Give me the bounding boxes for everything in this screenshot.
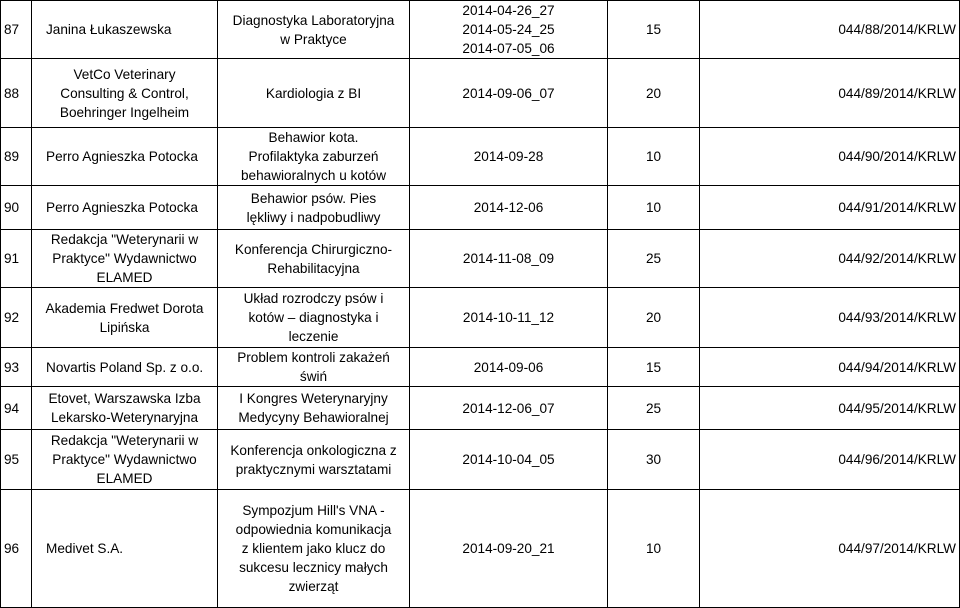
date-cell bbox=[410, 288, 608, 348]
registration-code-cell: 044/97/2014/KRLW bbox=[700, 490, 960, 608]
date-cell bbox=[410, 490, 608, 608]
hours-cell: 25 bbox=[608, 230, 700, 288]
organizer-cell bbox=[32, 288, 218, 348]
table-row bbox=[1, 1, 960, 59]
table-row bbox=[1, 490, 960, 608]
topic-cell bbox=[218, 430, 410, 490]
organizer-cell bbox=[32, 348, 218, 387]
topic-cell bbox=[218, 288, 410, 348]
topic-cell bbox=[218, 1, 410, 59]
organizer-cell-line: Praktyce" Wydawnictwo bbox=[52, 452, 197, 467]
topic-cell bbox=[218, 128, 410, 186]
row-number-cell: 96 bbox=[1, 490, 32, 608]
organizer-cell bbox=[32, 128, 218, 186]
organizer-cell bbox=[32, 59, 218, 128]
date-cell-line: 2014-11-08_09 bbox=[462, 251, 555, 266]
topic-cell-line: Profilaktyka zaburzeń bbox=[248, 149, 379, 164]
date-cell bbox=[410, 230, 608, 288]
organizer-cell-line: ELAMED bbox=[96, 471, 153, 486]
topic-cell-line: odpowiednia komunikacja bbox=[235, 522, 392, 537]
table-row bbox=[1, 186, 960, 230]
organizer-cell-line: Consulting & Control, bbox=[60, 85, 189, 101]
row-number-cell: 88 bbox=[1, 59, 32, 128]
topic-cell-line: Rehabilitacyjna bbox=[267, 260, 360, 276]
hours-cell: 25 bbox=[608, 387, 700, 430]
organizer-cell bbox=[32, 430, 218, 490]
date-cell-line: 2014-10-11_12 bbox=[462, 310, 555, 325]
topic-cell-line: Diagnostyka Laboratoryjna bbox=[232, 12, 395, 28]
table-row bbox=[1, 430, 960, 490]
topic-cell bbox=[218, 387, 410, 430]
topic-cell bbox=[218, 186, 410, 230]
organizer-cell-line: Lekarsko-Weterynaryjna bbox=[50, 410, 199, 425]
topic-cell-line: Behawior kota. bbox=[268, 130, 359, 145]
row-number-cell: 87 bbox=[1, 1, 32, 59]
row-number-cell: 95 bbox=[1, 430, 32, 490]
date-cell bbox=[410, 1, 608, 59]
row-number-cell: 93 bbox=[1, 348, 32, 387]
organizer-cell bbox=[32, 186, 218, 230]
registration-code-cell: 044/88/2014/KRLW bbox=[700, 1, 960, 59]
topic-cell-line: praktycznymi warsztatami bbox=[235, 461, 392, 477]
table-row bbox=[1, 348, 960, 387]
registration-code-cell: 044/95/2014/KRLW bbox=[700, 387, 960, 430]
topic-cell-line: behawioralnych u kotów bbox=[240, 168, 387, 183]
table-row bbox=[1, 288, 960, 348]
organizer-cell-line: Praktyce" Wydawnictwo bbox=[52, 251, 197, 266]
date-cell bbox=[410, 186, 608, 230]
topic-cell-line: Problem kontroli zakażeń bbox=[237, 350, 390, 365]
registration-code-cell: 044/89/2014/KRLW bbox=[700, 59, 960, 128]
registration-code-cell: 044/96/2014/KRLW bbox=[700, 430, 960, 490]
topic-cell-line: Konferencja onkologiczna z bbox=[230, 442, 397, 458]
topic-cell-line: leczenie bbox=[288, 329, 339, 344]
organizer-cell bbox=[32, 1, 218, 59]
date-cell bbox=[410, 430, 608, 490]
date-cell bbox=[410, 348, 608, 387]
hours-cell: 20 bbox=[608, 59, 700, 128]
topic-cell-line: Behawior psów. Pies bbox=[250, 190, 377, 206]
organizer-cell bbox=[32, 490, 218, 608]
organizer-cell-line: Janina Łukaszewska bbox=[46, 22, 172, 37]
date-cell-line: 2014-09-06 bbox=[473, 359, 544, 375]
topic-cell-line: lękliwy i nadpobudliwy bbox=[246, 209, 381, 225]
topic-cell-line: Sympozjum Hill's VNA - bbox=[242, 503, 385, 518]
date-cell-line: 2014-07-05_06 bbox=[462, 41, 555, 56]
organizer-cell-line: Medivet S.A. bbox=[46, 541, 124, 556]
registration-code-cell: 044/91/2014/KRLW bbox=[700, 186, 960, 230]
date-cell-line: 2014-09-06_07 bbox=[462, 85, 555, 101]
hours-cell: 10 bbox=[608, 186, 700, 230]
table-row bbox=[1, 230, 960, 288]
date-cell bbox=[410, 128, 608, 186]
date-cell-line: 2014-05-24_25 bbox=[462, 22, 555, 37]
row-number-cell: 92 bbox=[1, 288, 32, 348]
topic-cell bbox=[218, 348, 410, 387]
topic-cell-line: Kardiologia z BI bbox=[265, 85, 362, 101]
topic-cell-line: Konferencja Chirurgiczno- bbox=[234, 241, 393, 257]
topic-cell-line: świń bbox=[299, 369, 328, 384]
organizer-cell-line: Lipińska bbox=[99, 319, 150, 335]
topic-cell-line: kotów – diagnostyka i bbox=[248, 310, 379, 325]
registration-code-cell: 044/92/2014/KRLW bbox=[700, 230, 960, 288]
hours-cell: 10 bbox=[608, 128, 700, 186]
topic-cell bbox=[218, 59, 410, 128]
organizer-cell-line: ELAMED bbox=[96, 270, 153, 285]
organizer-cell bbox=[32, 230, 218, 288]
organizer-cell-line: VetCo Veterinary bbox=[73, 66, 176, 82]
topic-cell bbox=[218, 490, 410, 608]
organizer-cell-line: Perro Agnieszka Potocka bbox=[46, 149, 198, 164]
hours-cell: 15 bbox=[608, 348, 700, 387]
topic-cell-line: I Kongres Weterynaryjny bbox=[239, 391, 388, 406]
topic-cell-line: zwierząt bbox=[288, 579, 339, 594]
row-number-cell: 94 bbox=[1, 387, 32, 430]
topic-cell-line: Medycyny Behawioralnej bbox=[238, 410, 389, 425]
hours-cell: 10 bbox=[608, 490, 700, 608]
date-cell bbox=[410, 59, 608, 128]
topic-cell-line: Układ rozrodczy psów i bbox=[243, 291, 384, 306]
organizer-cell-line: Boehringer Ingelheim bbox=[59, 104, 190, 120]
date-cell-line: 2014-12-06_07 bbox=[462, 400, 555, 416]
registration-code-cell: 044/93/2014/KRLW bbox=[700, 288, 960, 348]
row-number-cell: 90 bbox=[1, 186, 32, 230]
registration-code-cell: 044/90/2014/KRLW bbox=[700, 128, 960, 186]
organizer-cell bbox=[32, 387, 218, 430]
organizer-cell-line: Redakcja "Weterynarii w bbox=[50, 232, 199, 247]
row-number-cell: 89 bbox=[1, 128, 32, 186]
organizer-cell-line: Etovet, Warszawska Izba bbox=[48, 391, 201, 406]
date-cell-line: 2014-12-06 bbox=[473, 200, 544, 215]
date-cell-line: 2014-09-28 bbox=[473, 149, 544, 164]
hours-cell: 30 bbox=[608, 430, 700, 490]
organizer-cell-line: Perro Agnieszka Potocka bbox=[46, 200, 198, 215]
topic-cell-line: z klientem jako klucz do bbox=[241, 541, 386, 556]
organizer-cell-line: Akademia Fredwet Dorota bbox=[45, 300, 204, 316]
topic-cell-line: w Praktyce bbox=[280, 31, 347, 47]
topic-cell-line: sukcesu lecznicy małych bbox=[239, 560, 388, 575]
date-cell-line: 2014-10-04_05 bbox=[462, 452, 555, 467]
topic-cell bbox=[218, 230, 410, 288]
organizer-cell-line: Novartis Poland Sp. z o.o. bbox=[46, 359, 204, 375]
organizer-cell-line: Redakcja "Weterynarii w bbox=[50, 433, 199, 448]
date-cell-line: 2014-04-26_27 bbox=[462, 3, 555, 18]
hours-cell: 15 bbox=[608, 1, 700, 59]
date-cell bbox=[410, 387, 608, 430]
registration-code-cell: 044/94/2014/KRLW bbox=[700, 348, 960, 387]
date-cell-line: 2014-09-20_21 bbox=[462, 541, 555, 556]
row-number-cell: 91 bbox=[1, 230, 32, 288]
table-row bbox=[1, 387, 960, 430]
table-row bbox=[1, 59, 960, 128]
table-row bbox=[1, 128, 960, 186]
hours-cell: 20 bbox=[608, 288, 700, 348]
